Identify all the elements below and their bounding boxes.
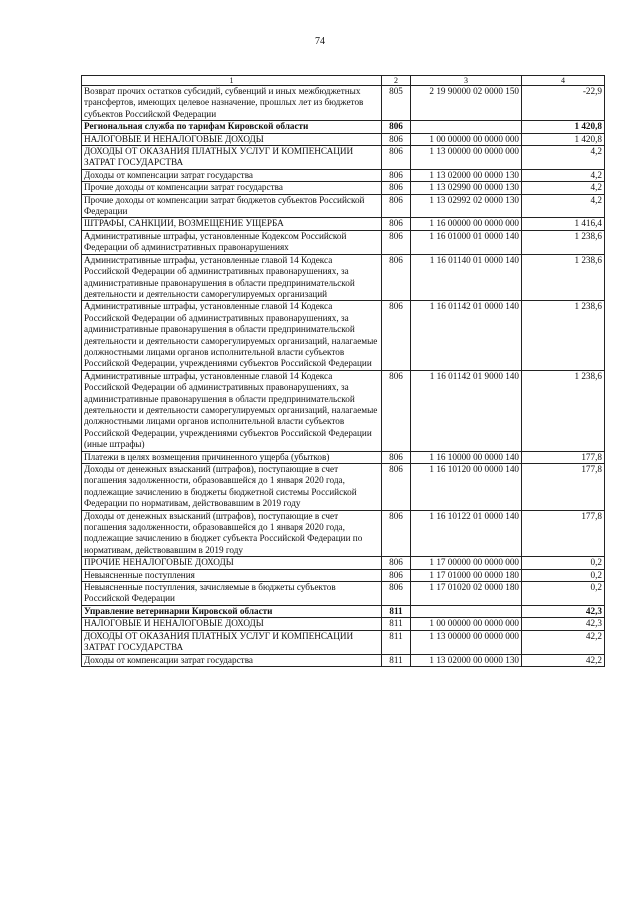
table-row [82, 630, 605, 654]
table-row [82, 146, 605, 170]
row-code-cell: 1 16 00000 00 0000 000 [411, 218, 522, 230]
row-name-cell: ДОХОДЫ ОТ ОКАЗАНИЯ ПЛАТНЫХ УСЛУГ И КОМПЕНСАЦИИ ЗАТРАТ ГОСУДАРСТВА [82, 630, 382, 654]
row-amount-cell: 4,2 [522, 182, 605, 194]
row-admin-cell: 806 [382, 510, 411, 557]
row-admin-cell: 806 [382, 230, 411, 254]
row-admin-cell: 806 [382, 451, 411, 463]
row-name-cell: ШТРАФЫ, САНКЦИИ, ВОЗМЕЩЕНИЕ УЩЕРБА [82, 218, 382, 230]
row-amount-cell: 1 420,8 [522, 133, 605, 145]
row-code-cell: 1 13 02992 02 0000 130 [411, 194, 522, 218]
row-amount-cell: 1 238,6 [522, 254, 605, 301]
row-code-cell: 1 17 01000 00 0000 180 [411, 569, 522, 581]
row-admin-cell: 806 [382, 569, 411, 581]
table-row [82, 121, 605, 133]
row-amount-cell: 42,2 [522, 630, 605, 654]
row-amount-cell: 1 416,4 [522, 218, 605, 230]
row-code-cell [411, 121, 522, 133]
header-cell: 4 [522, 76, 605, 86]
row-admin-cell: 806 [382, 182, 411, 194]
row-name-cell: Невыясненные поступления [82, 569, 382, 581]
table-row [82, 510, 605, 557]
row-admin-cell: 806 [382, 370, 411, 451]
row-admin-cell: 806 [382, 582, 411, 606]
header-cell: 2 [382, 76, 411, 86]
row-amount-cell: 1 238,6 [522, 301, 605, 370]
budget-table [81, 75, 605, 667]
row-amount-cell: 4,2 [522, 194, 605, 218]
row-code-cell [411, 605, 522, 617]
row-amount-cell: 0,2 [522, 582, 605, 606]
row-admin-cell: 806 [382, 557, 411, 569]
row-amount-cell: 1 238,6 [522, 230, 605, 254]
row-code-cell: 1 16 01142 01 0000 140 [411, 301, 522, 370]
page-number: 74 [315, 36, 325, 47]
row-amount-cell: 42,2 [522, 654, 605, 666]
table-row [82, 169, 605, 181]
row-name-cell: Прочие доходы от компенсации затрат бюджетов субъектов Российской Федерации [82, 194, 382, 218]
row-admin-cell: 806 [382, 194, 411, 218]
row-admin-cell: 806 [382, 301, 411, 370]
row-name-cell: НАЛОГОВЫЕ И НЕНАЛОГОВЫЕ ДОХОДЫ [82, 133, 382, 145]
row-amount-cell: 177,8 [522, 510, 605, 557]
row-code-cell: 1 00 00000 00 0000 000 [411, 133, 522, 145]
row-amount-cell: 4,2 [522, 169, 605, 181]
row-name-cell: НАЛОГОВЫЕ И НЕНАЛОГОВЫЕ ДОХОДЫ [82, 618, 382, 630]
row-amount-cell: 42,3 [522, 605, 605, 617]
row-code-cell: 1 13 02000 00 0000 130 [411, 654, 522, 666]
row-code-cell: 1 16 10120 00 0000 140 [411, 464, 522, 511]
row-code-cell: 1 13 02000 00 0000 130 [411, 169, 522, 181]
row-name-cell: Возврат прочих остатков субсидий, субвенций и иных межбюджетных трансфертов, имеющих целевое назначение, прошлых лет из бюджетов субъектов Российской Федерации [82, 86, 382, 121]
table-row [82, 301, 605, 370]
row-admin-cell: 806 [382, 121, 411, 133]
header-cell: 3 [411, 76, 522, 86]
table-row [82, 618, 605, 630]
row-admin-cell: 806 [382, 464, 411, 511]
table-row [82, 230, 605, 254]
row-amount-cell: 0,2 [522, 557, 605, 569]
row-name-cell: Административные штрафы, установленные главой 14 Кодекса Российской Федерации об административных правонарушениях, за административные правонарушения в области предпринимательской деятельности и деятельности саморегулируемых организаций [82, 254, 382, 301]
table-row [82, 133, 605, 145]
row-name-cell: Региональная служба по тарифам Кировской области [82, 121, 382, 133]
table-row [82, 218, 605, 230]
row-amount-cell: 177,8 [522, 464, 605, 511]
row-code-cell: 1 16 01142 01 9000 140 [411, 370, 522, 451]
row-admin-cell: 806 [382, 146, 411, 170]
table-row [82, 182, 605, 194]
table-row [82, 557, 605, 569]
row-admin-cell: 811 [382, 630, 411, 654]
row-admin-cell: 811 [382, 605, 411, 617]
row-admin-cell: 811 [382, 618, 411, 630]
row-amount-cell: 1 420,8 [522, 121, 605, 133]
header-cell: 1 [82, 76, 382, 86]
row-code-cell: 2 19 90000 02 0000 150 [411, 86, 522, 121]
row-admin-cell: 806 [382, 254, 411, 301]
table-row [82, 654, 605, 666]
row-code-cell: 1 00 00000 00 0000 000 [411, 618, 522, 630]
table-row [82, 605, 605, 617]
row-code-cell: 1 16 10122 01 0000 140 [411, 510, 522, 557]
row-amount-cell: 42,3 [522, 618, 605, 630]
row-name-cell: Доходы от компенсации затрат государства [82, 169, 382, 181]
row-admin-cell: 806 [382, 133, 411, 145]
table-row [82, 464, 605, 511]
row-amount-cell: 1 238,6 [522, 370, 605, 451]
row-code-cell: 1 16 01000 01 0000 140 [411, 230, 522, 254]
row-amount-cell: -22,9 [522, 86, 605, 121]
table-row [82, 582, 605, 606]
row-admin-cell: 806 [382, 169, 411, 181]
row-amount-cell: 177,8 [522, 451, 605, 463]
row-amount-cell: 0,2 [522, 569, 605, 581]
row-admin-cell: 806 [382, 218, 411, 230]
row-name-cell: ДОХОДЫ ОТ ОКАЗАНИЯ ПЛАТНЫХ УСЛУГ И КОМПЕНСАЦИИ ЗАТРАТ ГОСУДАРСТВА [82, 146, 382, 170]
row-name-cell: Доходы от компенсации затрат государства [82, 654, 382, 666]
table-header-row [82, 76, 605, 86]
row-name-cell: Управление ветеринарии Кировской области [82, 605, 382, 617]
row-name-cell: Невыясненные поступления, зачисляемые в бюджеты субъектов Российской Федерации [82, 582, 382, 606]
row-name-cell: Доходы от денежных взысканий (штрафов), поступающие в счет погашения задолженности, образовавшейся до 1 января 2020 года, подлежащие зачислению в бюджет субъекта Российской Федерации по нормативам, действовавшим в 2019 году [82, 510, 382, 557]
row-name-cell: Административные штрафы, установленные Кодексом Российской Федерации об административных правонарушениях [82, 230, 382, 254]
row-code-cell: 1 13 02990 00 0000 130 [411, 182, 522, 194]
row-admin-cell: 811 [382, 654, 411, 666]
row-name-cell: Доходы от денежных взысканий (штрафов), поступающие в счет погашения задолженности, образовавшейся до 1 января 2020 года, подлежащие зачислению в бюджеты бюджетной системы Российской Федерации по нормативам, действовавшим в 2019 году [82, 464, 382, 511]
row-code-cell: 1 13 00000 00 0000 000 [411, 146, 522, 170]
table-row [82, 370, 605, 451]
row-name-cell: Административные штрафы, установленные главой 14 Кодекса Российской Федерации об административных правонарушениях, за административные правонарушения в области предпринимательской деятельности и деятельности саморегулируемых организаций, налагаемые должностными лицами органов исполнительной власти субъектов Российской Федерации, учреждениями субъектов Российской Федерации [82, 301, 382, 370]
table-row [82, 86, 605, 121]
row-code-cell: 1 13 00000 00 0000 000 [411, 630, 522, 654]
row-code-cell: 1 16 01140 01 0000 140 [411, 254, 522, 301]
table-row [82, 194, 605, 218]
row-code-cell: 1 17 00000 00 0000 000 [411, 557, 522, 569]
table-row [82, 569, 605, 581]
row-code-cell: 1 17 01020 02 0000 180 [411, 582, 522, 606]
row-name-cell: Платежи в целях возмещения причиненного ущерба (убытков) [82, 451, 382, 463]
table-row [82, 254, 605, 301]
row-name-cell: Административные штрафы, установленные главой 14 Кодекса Российской Федерации об административных правонарушениях, за административные правонарушения в области предпринимательской деятельности и деятельности саморегулируемых организаций, налагаемые должностными лицами органов исполнительной власти субъектов Российской Федерации, учреждениями субъектов Российской Федерации (иные штрафы) [82, 370, 382, 451]
row-code-cell: 1 16 10000 00 0000 140 [411, 451, 522, 463]
row-admin-cell: 805 [382, 86, 411, 121]
row-name-cell: Прочие доходы от компенсации затрат государства [82, 182, 382, 194]
table-row [82, 451, 605, 463]
row-amount-cell: 4,2 [522, 146, 605, 170]
row-name-cell: ПРОЧИЕ НЕНАЛОГОВЫЕ ДОХОДЫ [82, 557, 382, 569]
